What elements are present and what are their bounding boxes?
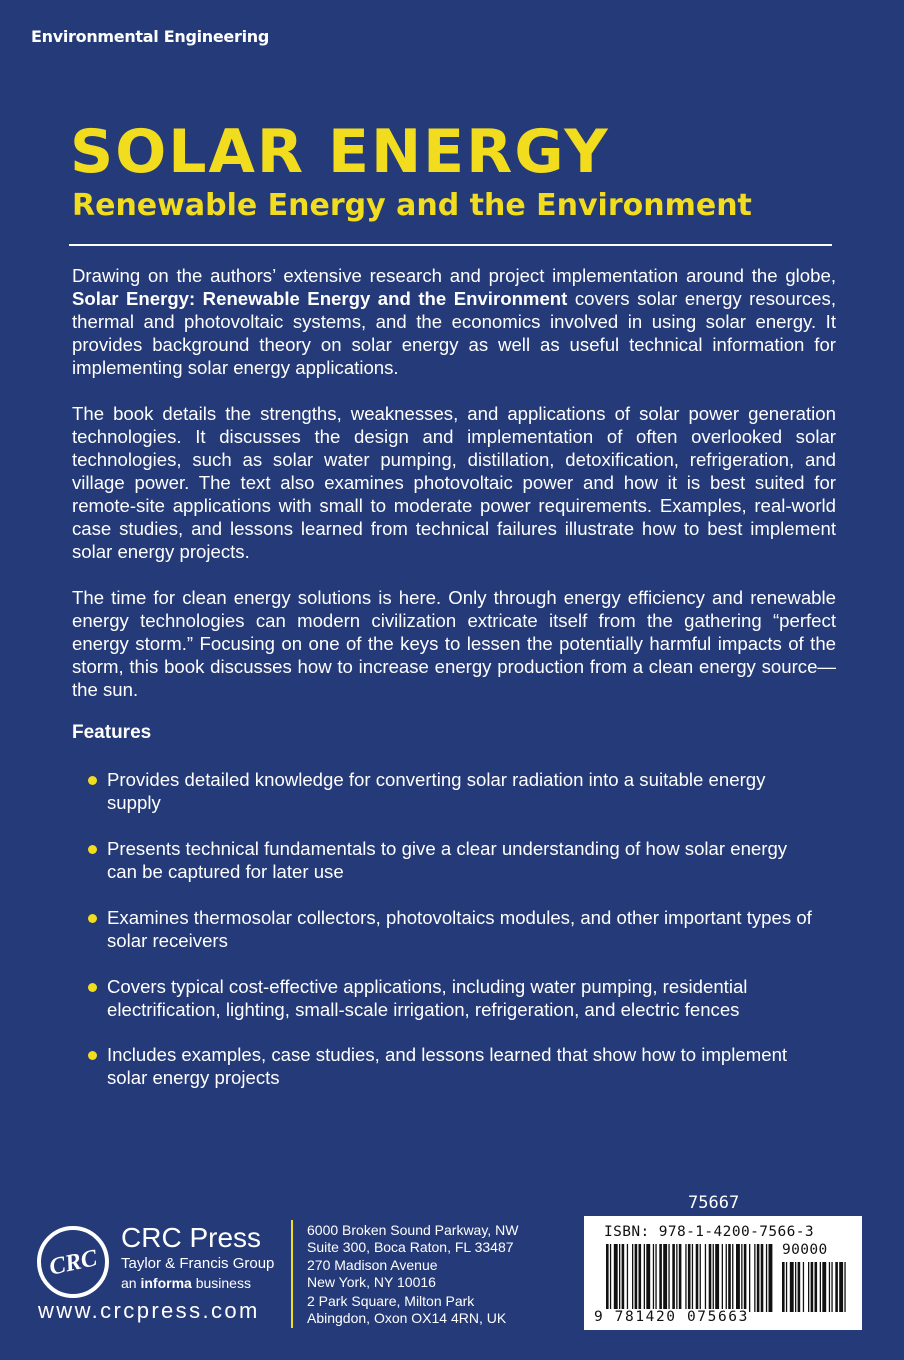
address-line: 270 Madison Avenue [307,1257,438,1273]
informa-name: informa [140,1275,192,1291]
bullet-icon [88,845,97,854]
paragraph-text: Drawing on the authors’ extensive research and project implementation around the globe, [72,265,836,286]
feature-item [88,768,812,814]
barcode-box [584,1216,862,1330]
book-title: SOLAR ENERGY [70,117,610,187]
series-label: Environmental Engineering [31,27,269,46]
features-heading: Features [72,722,152,743]
bullet-icon [88,1051,97,1060]
description-paragraph [72,264,836,379]
publisher-address [307,1257,438,1291]
paragraph-text: covers solar energy resources, thermal and photovoltaic systems, and the economics involved in using solar energy. It provides background theory on solar energy as well as useful technical information for implementing solar energy applications. [72,288,836,378]
divider [69,244,832,246]
feature-text: Provides detailed knowledge for converting solar radiation into a suitable energy supply [107,769,766,813]
feature-item [88,1043,812,1089]
bullet-icon [88,983,97,992]
book-subtitle: Renewable Energy and the Environment [72,188,752,223]
book-title-inline: Solar Energy: Renewable Energy and the Environment [72,288,568,309]
product-code: 75667 [688,1193,740,1213]
price-code: 90000 [782,1242,828,1258]
informa-suffix: business [191,1275,251,1291]
publisher-address [307,1222,518,1256]
publisher-informa [121,1275,251,1291]
feature-text: Presents technical fundamentals to give a clear understanding of how solar energy can be captured for later use [107,838,788,882]
feature-item [88,906,812,952]
feature-text: Includes examples, case studies, and lessons learned that show how to implement solar energy projects [107,1044,788,1088]
address-line: New York, NY 10016 [307,1274,436,1290]
publisher-address [307,1293,506,1327]
bullet-icon [88,776,97,785]
address-line: 2 Park Square, Milton Park [307,1293,475,1309]
publisher-divider [291,1220,293,1328]
crc-logo-icon [36,1225,110,1299]
feature-text: Examines thermosolar collectors, photovoltaics modules, and other important types of solar receivers [107,907,812,951]
informa-prefix: an [121,1275,141,1291]
bullet-icon [88,914,97,923]
description-paragraph: The book details the strengths, weaknesses, and applications of solar power generation technologies. It discusses the design and implementation of often overlooked solar technologies, such as solar water pumping, distillation, detoxification, refrigeration, and village power. The text also examines photovoltaic power and how it is best suited for remote-site applications with small to moderate power requirements. Examples, real-world case studies, and lessons learned from technical failures illustrate how to best implement solar energy projects. [72,403,836,562]
address-line: Suite 300, Boca Raton, FL 33487 [307,1239,514,1255]
publisher-url: www.crcpress.com [38,1298,260,1323]
feature-text: Covers typical cost-effective applications, including water pumping, residential electrification, lighting, small-scale irrigation, refrigeration, and electric fences [107,976,748,1020]
publisher-group: Taylor & Francis Group [121,1255,275,1272]
crc-logo-text: CRC [47,1245,100,1281]
description-paragraph: The time for clean energy solutions is here. Only through energy efficiency and renewable energy technologies can modern civilization extricate itself from the gathering “perfect energy storm.” Focusing on one of the keys to lessen the potentially harmful impacts of the storm, this book discusses how to increase energy production from a clean energy source—the sun. [72,587,836,700]
ean-number: 9 781420 075663 [594,1309,749,1325]
address-line: Abingdon, Oxon OX14 4RN, UK [307,1310,507,1326]
feature-item [88,837,812,883]
isbn-number: ISBN: 978-1-4200-7566-3 [604,1224,814,1240]
feature-item [88,975,812,1021]
publisher-name: CRC Press [121,1222,262,1253]
address-line: 6000 Broken Sound Parkway, NW [307,1222,519,1238]
